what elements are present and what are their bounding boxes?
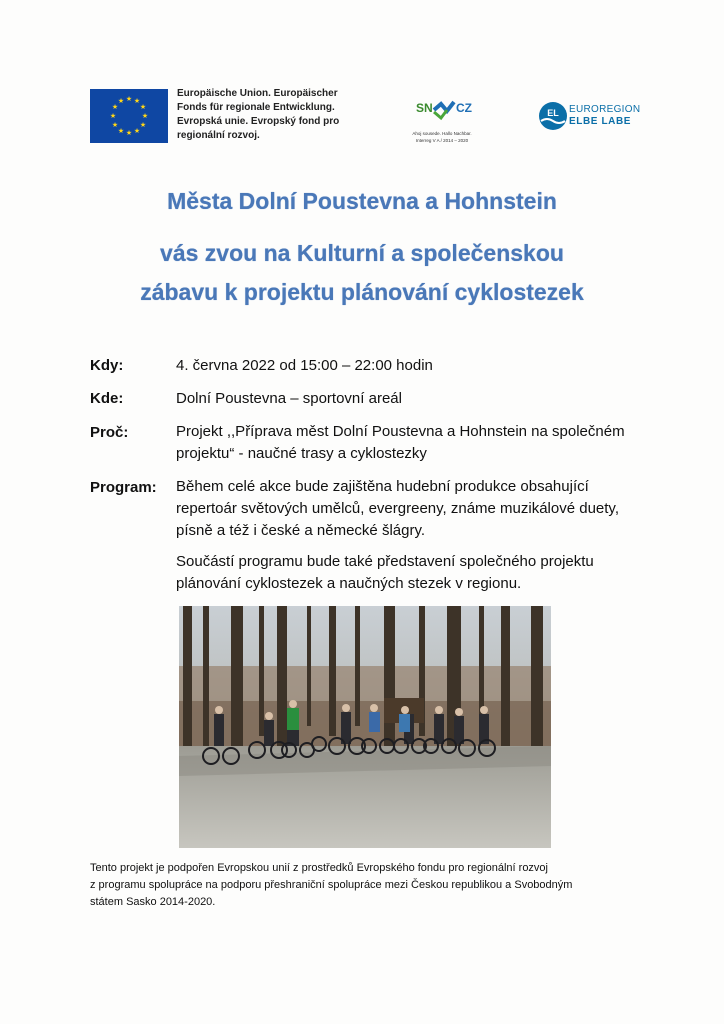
cyclists-group-photo — [179, 606, 551, 848]
eu-funding-text — [177, 87, 367, 143]
svg-text:★: ★ — [111, 103, 119, 111]
sncz-wave-icon — [434, 102, 454, 111]
euroregion-line2: ELBE LABE — [569, 116, 632, 127]
forest-cyclists-image — [179, 606, 551, 848]
program-line: Během celé akce bude zajištěna hudební produkce obsahující — [176, 478, 589, 495]
svg-text:★: ★ — [117, 127, 125, 135]
svg-text:★: ★ — [139, 103, 147, 111]
eu-text-line: Fonds für regionale Entwicklung. — [177, 102, 335, 113]
svg-text:★: ★ — [139, 121, 147, 129]
funding-footer — [90, 860, 650, 911]
why-line: Projekt ,,Příprava měst Dolní Poustevna a Hohnstein na společném — [176, 423, 625, 440]
svg-text:★: ★ — [111, 121, 119, 129]
subtitle-line2: zábavu k projektu plánování cyklostezek — [140, 279, 584, 305]
sncz-subtitle-line: Ahoj sousede. Hallo Nachbar. — [412, 131, 472, 136]
where-label: Kde: — [90, 390, 124, 407]
footer-line: státem Sasko 2014-2020. — [90, 896, 216, 908]
eu-text-line: Europäische Union. Europäischer — [177, 88, 338, 99]
page-title: Města Dolní Poustevna a Hohnstein — [167, 188, 557, 214]
eu-text-line: regionální rozvoj. — [177, 130, 260, 141]
svg-text:★: ★ — [133, 127, 141, 135]
sncz-left-text: SN — [416, 101, 433, 115]
sncz-right-text: CZ — [456, 101, 472, 115]
why-value — [176, 421, 646, 465]
svg-text:★: ★ — [133, 97, 141, 105]
program-extra — [176, 551, 646, 595]
eu-flag-logo — [90, 89, 168, 143]
euroregion-badge-text: EL — [547, 108, 559, 118]
euroregion-line1: EUROREGION — [569, 104, 641, 115]
svg-text:★: ★ — [117, 97, 125, 105]
program-label: Program: — [90, 479, 157, 496]
program-value — [176, 476, 646, 542]
program-line: repertoár světových umělců, evergreeny, známe muzikálové duety, — [176, 500, 619, 517]
footer-line: z programu spolupráce na podporu přeshraniční spolupráce mezi Českou republikou a Svobodným — [90, 879, 573, 891]
why-line: projektu“ - naučné trasy a cyklostezky — [176, 445, 427, 462]
svg-text:★: ★ — [125, 95, 133, 103]
svg-text:★: ★ — [125, 129, 133, 137]
program-extra-line: Součástí programu bude také představení společného projektu — [176, 553, 594, 570]
sncz-check-icon — [434, 110, 447, 118]
footer-line: Tento projekt je podpořen Evropskou unií z prostředků Evropského fondu pro regionální rozvoj — [90, 862, 548, 874]
why-label: Proč: — [90, 424, 129, 441]
when-label: Kdy: — [90, 357, 124, 374]
eu-text-line: Evropská unie. Evropský fond pro — [177, 116, 340, 127]
svg-text:★: ★ — [109, 112, 117, 120]
program-line: písně a též i české a německé šlágry. — [176, 522, 426, 539]
when-value: 4. června 2022 od 15:00 – 22:00 hodin — [176, 357, 433, 374]
sncz-subtitle — [392, 130, 492, 144]
eu-stars-icon — [90, 89, 168, 143]
subtitle-line1: vás zvou na Kulturní a společenskou — [160, 240, 564, 266]
svg-text:★: ★ — [141, 112, 149, 120]
sncz-subtitle-line: Interreg V A / 2014 – 2020 — [415, 138, 469, 143]
where-value: Dolní Poustevna – sportovní areál — [176, 390, 402, 407]
program-extra-line: plánování cyklostezek a naučných stezek v regionu. — [176, 575, 522, 592]
